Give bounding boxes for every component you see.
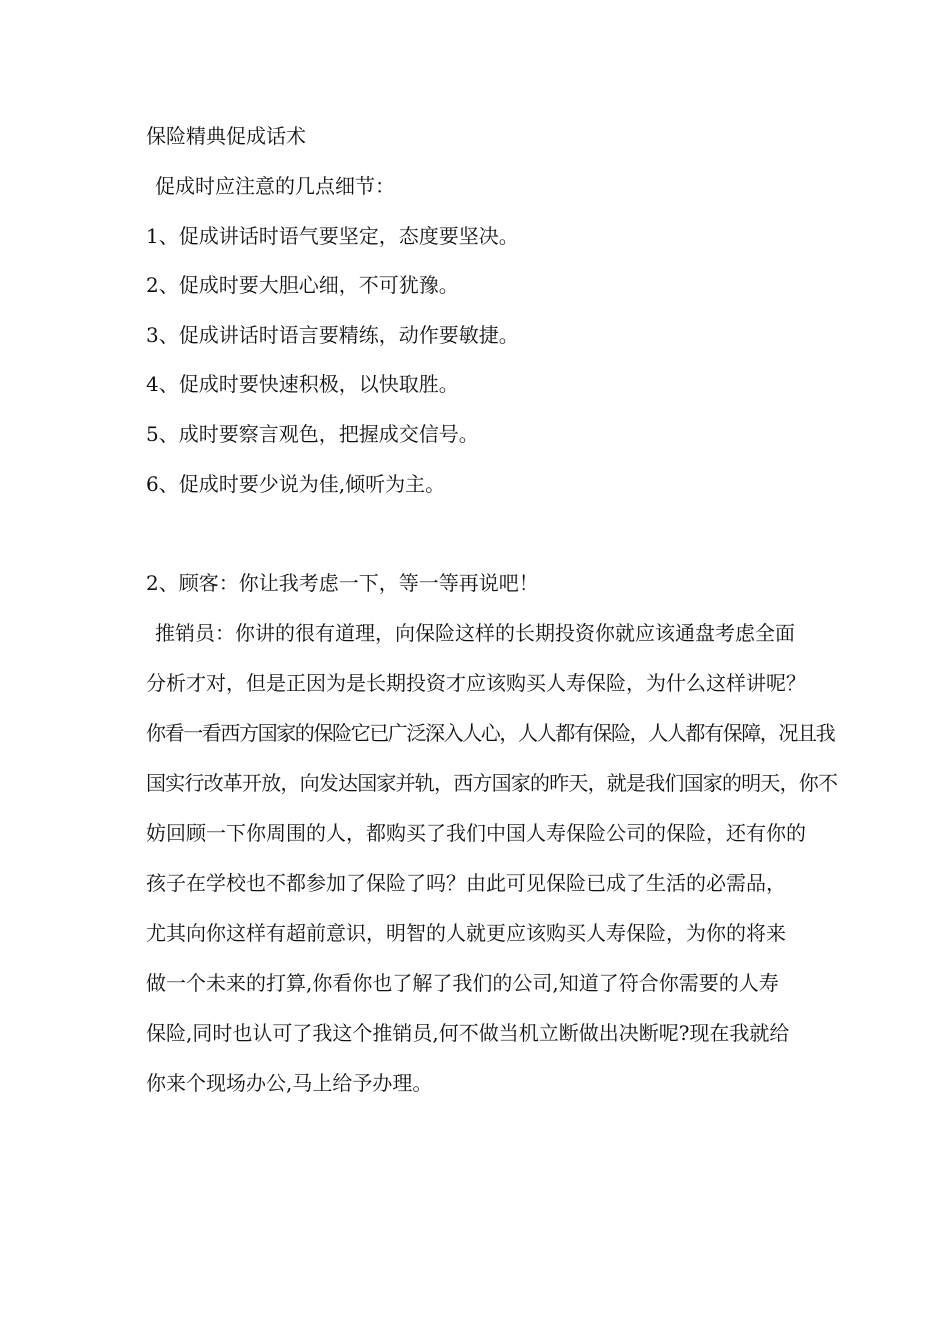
tip-item: 3、促成讲话时语言要精练，动作要敏捷。: [146, 323, 519, 347]
tips-heading: 促成时应注意的几点细节：: [155, 174, 395, 198]
tip-item: 6、促成时要少说为佳,倾听为主。: [146, 472, 446, 496]
agent-line: 做一个未来的打算,你看你也了解了我们的公司,知道了符合你需要的人寿: [146, 971, 779, 995]
agent-line: 尤其向你这样有超前意识，明智的人就更应该购买人寿保险，为你的将来: [146, 921, 786, 945]
tip-item: 4、促成时要快速积极，以快取胜。: [146, 372, 459, 396]
tip-item: 2、促成时要大胆心细，不可犹豫。: [146, 273, 459, 297]
agent-line: 你来个现场办公,马上给予办理。: [146, 1071, 433, 1095]
customer-line: 2、顾客：你让我考虑一下，等一等再说吧！: [146, 571, 539, 595]
agent-line: 国实行改革开放，向发达国家并轨，西方国家的昨天，就是我们国家的明天，你不: [146, 771, 838, 795]
agent-line: 保险,同时也认可了我这个推销员,何不做当机立断做出决断呢?现在我就给: [146, 1021, 790, 1045]
agent-line: 分析才对，但是正因为是长期投资才应该购买人寿保险，为什么这样讲呢？: [146, 671, 806, 695]
tip-item: 1、促成讲话时语气要坚定，态度要坚决。: [146, 224, 519, 248]
agent-line: 你看一看西方国家的保险它已广泛深入人心，人人都有保险，人人都有保障，况且我: [146, 721, 835, 745]
agent-line: 孩子在学校也不都参加了保险了吗？由此可见保险已成了生活的必需品，: [146, 871, 786, 895]
document-title: 保险精典促成话术: [146, 124, 306, 148]
agent-line: 推销员：你讲的很有道理，向保险这样的长期投资你就应该通盘考虑全面: [155, 621, 795, 645]
tip-item: 5、成时要察言观色，把握成交信号。: [146, 422, 479, 446]
agent-line: 妨回顾一下你周围的人，都购买了我们中国人寿保险公司的保险，还有你的: [146, 821, 806, 845]
